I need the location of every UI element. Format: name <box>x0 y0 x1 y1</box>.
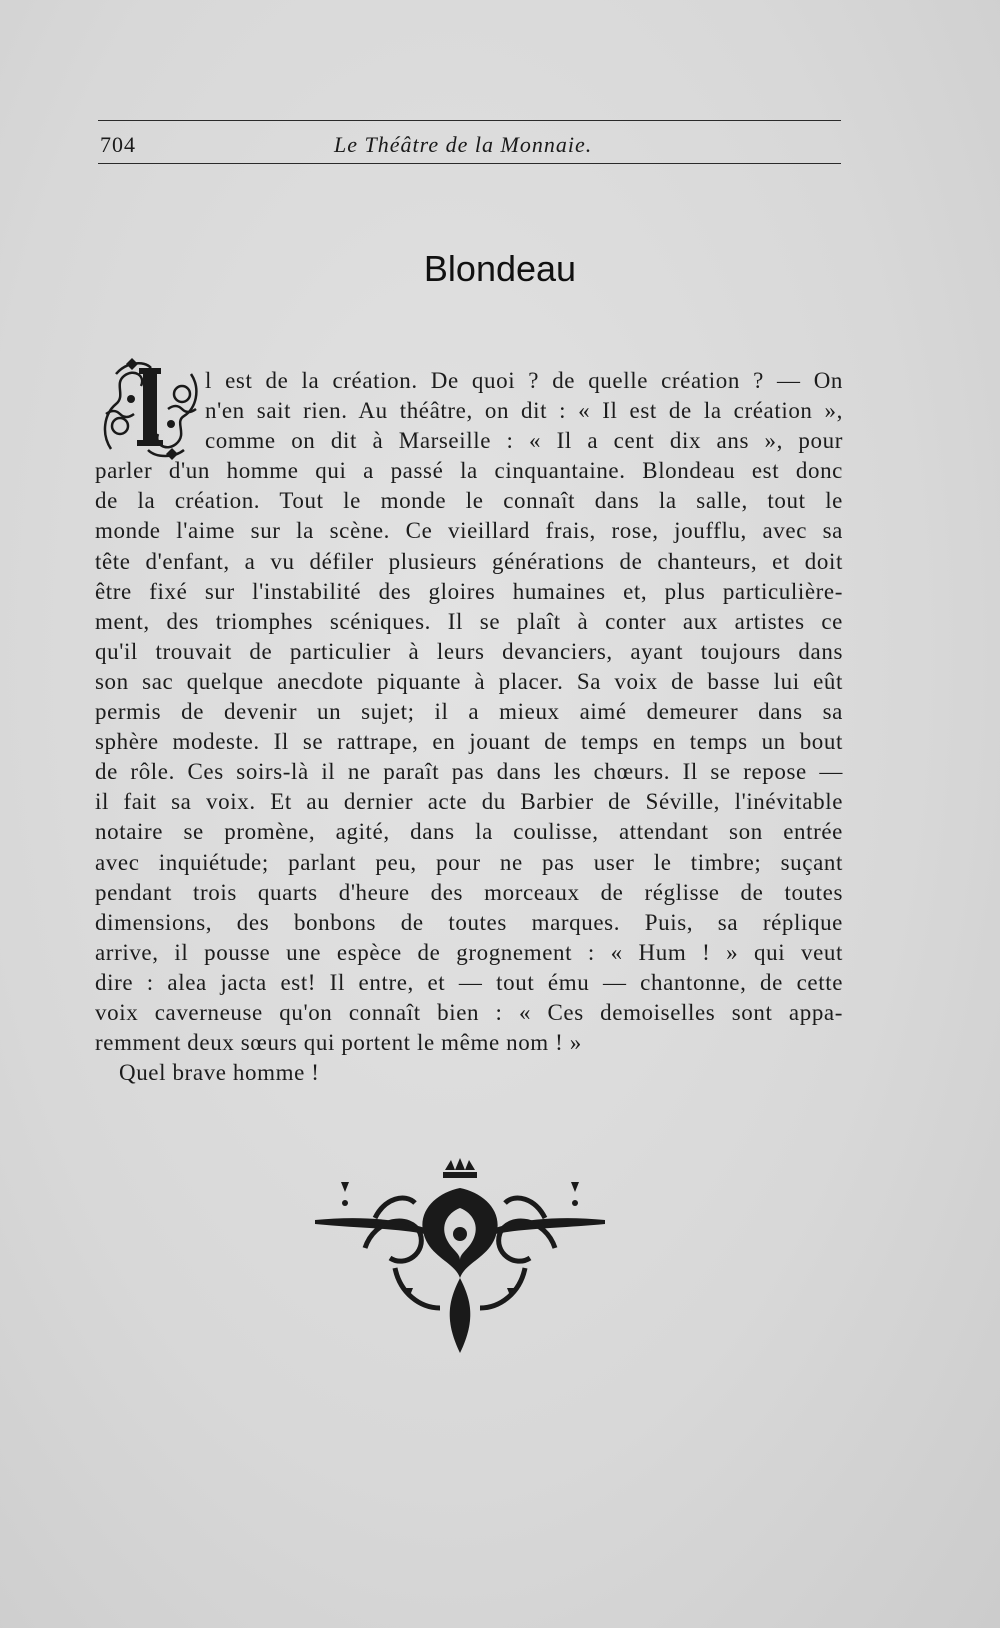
text-line: remment deux sœurs qui portent le même nom ! » <box>95 1030 582 1056</box>
text-line: dimensions, des bonbons de toutes marques. Puis, sa réplique <box>95 909 843 935</box>
header-rule-top <box>98 120 841 121</box>
text-line: ment, des triomphes scéniques. Il se plaît à conter aux artistes ce <box>95 608 843 634</box>
fleuron-tailpiece-icon <box>315 1158 605 1358</box>
text-line: de la création. Tout le monde le connaît dans la salle, tout le <box>95 488 843 514</box>
text-line: être fixé sur l'instabilité des gloires humaines et, plus particulière- <box>95 578 843 604</box>
text-line: comme on dit à Marseille : « Il a cent dix ans », pour <box>205 428 843 454</box>
text-line: permis de devenir un sujet; il a mieux aimé demeurer dans sa <box>95 699 843 725</box>
page-number: 704 <box>100 132 136 157</box>
text-line: pendant trois quarts d'heure des morceaux de réglisse de toutes <box>95 879 843 905</box>
text-line: sphère modeste. Il se rattrape, en jouant de temps en temps un bout <box>95 729 843 755</box>
chapter-title: Blondeau <box>423 248 577 289</box>
text-line: qu'il trouvait de particulier à leurs devanciers, ayant toujours dans <box>95 638 843 664</box>
text-line: tête d'enfant, a vu défiler plusieurs générations de chanteurs, et doit <box>95 548 843 574</box>
running-title: Le Théâtre de la Monnaie. <box>334 132 593 157</box>
body-text <box>95 366 843 1088</box>
text-line: parler d'un homme qui a passé la cinquantaine. Blondeau est donc <box>95 458 843 484</box>
text-line: notaire se promène, agité, dans la coulisse, attendant son entrée <box>95 819 843 845</box>
text-line: son sac quelque anecdote piquante à placer. Sa voix de basse lui eût <box>95 668 843 694</box>
text-line: de rôle. Ces soirs-là il ne paraît pas dans les chœurs. Il se repose — <box>95 759 843 785</box>
text-line: monde l'aime sur la scène. Ce vieillard frais, rose, joufflu, avec sa <box>95 518 843 544</box>
text-line: n'en sait rien. Au théâtre, on dit : « Il est de la création », <box>205 398 843 424</box>
text-line: il fait sa voix. Et au dernier acte du Barbier de Séville, l'inévitable <box>95 789 843 815</box>
text-line: voix caverneuse qu'on connaît bien : « Ces demoiselles sont appa- <box>95 999 843 1025</box>
text-line: Quel brave homme ! <box>119 1060 320 1086</box>
text-line: arrive, il pousse une espèce de grognement : « Hum ! » qui veut <box>95 939 843 965</box>
text-line: l est de la création. De quoi ? de quelle création ? — On <box>205 368 843 393</box>
header-rule-bottom <box>98 163 841 164</box>
text-line: dire : alea jacta est! Il entre, et — tout ému — chantonne, de cette <box>95 969 843 995</box>
text-line: avec inquiétude; parlant peu, pour ne pas user le timbre; suçant <box>95 849 843 875</box>
